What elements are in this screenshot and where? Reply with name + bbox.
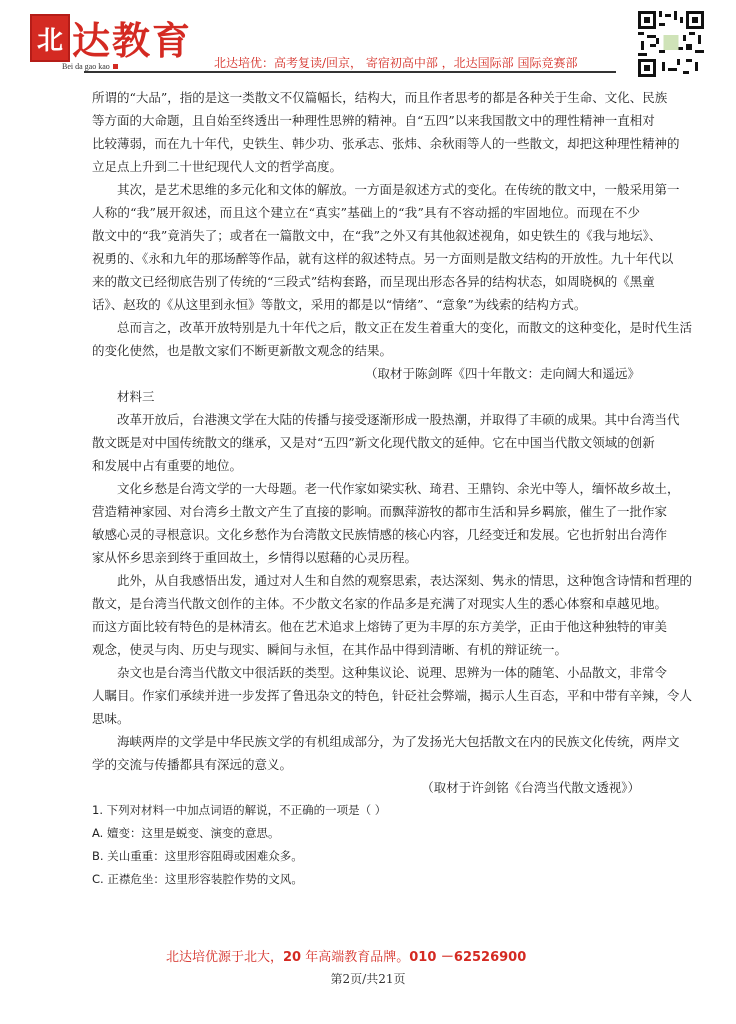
slogan-text-2: 年高端教育品牌。 xyxy=(301,950,410,965)
text-line: 而这方面比较有特色的是林清玄。他在艺术追求上熔铸了更为丰厚的东方美学，正由于他这种独特的审美 xyxy=(92,619,668,634)
logo-mark xyxy=(30,14,70,62)
text-line: 此外，从自我感悟出发，通过对人生和自然的观察思索，表达深刻、隽永的情思，这种饱含诗情和哲理的 xyxy=(117,573,693,588)
text-line: 散文，是台湾当代散文创作的主体。不少散文名家的作品多是充满了对现实人生的悉心体察和卓越见地。 xyxy=(92,596,668,611)
question-stem: 1. 下列对材料一中加点词语的解说，不正确的一项是（ ） xyxy=(92,803,387,817)
text-line: 等方面的大命题，且自始至终透出一种理性思辨的精神。自“五四”以来我国散文中的理性精神一直相对 xyxy=(92,113,655,128)
text-line: 所谓的“大品”，指的是这一类散文不仅篇幅长，结构大，而且作者思考的都是各种关于生命、文化、民族 xyxy=(92,90,668,105)
text-line: 学的交流与传播都具有深远的意义。 xyxy=(92,757,293,772)
text-line: 祝勇的、《永和九年的那场醉等作品，就有这样的叙述特点。另一方面则是散文结构的开放性。九十年代以 xyxy=(92,251,674,266)
logo-char: 北 xyxy=(36,25,63,56)
text-line: 立足点上升到二十世纪现代人文的哲学高度。 xyxy=(92,159,343,174)
text-line: 文化乡愁是台湾文学的一大母题。老一代作家如梁实秋、琦君、王鼎钧、余光中等人，缅怀故乡故土， xyxy=(117,481,680,496)
paragraph xyxy=(92,408,680,477)
text-line: 散文既是对中国传统散文的继承，又是对“五四”新文化现代散文的延伸。它在中国当代散文领域的创新 xyxy=(92,435,655,450)
qr-code-icon xyxy=(638,10,704,78)
answer-option: B. 关山重重：这里形容阻碍或困难众多。 xyxy=(92,849,303,863)
text-line: 人瞩目。作家们承续并进一步发挥了鲁迅杂文的特色，针砭社会弊端，揭示人生百态，平和中带有辛辣，令人 xyxy=(92,688,693,703)
footer-phone: 010 －62526900 xyxy=(409,950,527,965)
source-citation: （取材于许剑铭《台湾当代散文透视》） xyxy=(421,780,640,795)
answer-option: C. 正襟危坐：这里形容装腔作势的文风。 xyxy=(92,872,303,886)
text-line: 的变化使然，也是散文家们不断更新散文观念的结果。 xyxy=(92,343,393,358)
footer-slogan xyxy=(166,946,526,965)
logo-dot xyxy=(113,64,118,69)
text-line: 总而言之，改革开放特别是九十年代之后，散文正在发生着重大的变化，而散文的这种变化，是时代生活 xyxy=(117,320,693,335)
text-line: 海峡两岸的文学是中华民族文学的有机组成部分，为了发扬光大包括散文在内的民族文化传统，两岸文 xyxy=(117,734,680,749)
text-line: 其次，是艺术思维的多元化和文体的解放。一方面是叙述方式的变化。在传统的散文中，一般采用第一 xyxy=(117,182,680,197)
text-line: 思味。 xyxy=(92,711,130,726)
section-heading: 材料三 xyxy=(117,389,155,404)
text-line: 观念，使灵与肉、历史与现实、瞬间与永恒，在其作品中得到清晰、有机的辩证统一。 xyxy=(92,642,568,657)
text-line: 杂文也是台湾当代散文中很活跃的类型。这种集议论、说理、思辨为一体的随笔、小品散文，非常令 xyxy=(117,665,668,680)
text-line: 话》、赵玫的《从这里到永恒》等散文，采用的都是以“情绪”、“意象”为线索的结构方式。 xyxy=(92,297,587,312)
slogan-years: 20 xyxy=(283,950,302,965)
paragraph xyxy=(92,86,680,178)
paragraph xyxy=(92,316,693,362)
logo-pinyin: Bei da gao kao xyxy=(62,62,110,71)
paragraph xyxy=(92,730,680,776)
text-line: 家从怀乡思亲到终于重回故土，乡情得以慰藉的心灵历程。 xyxy=(92,550,418,565)
header-tagline: 北达培优：高考复读/回京， 寄宿初高中部 ，北达国际部 国际竞赛部 xyxy=(214,56,578,70)
text-line: 营造精神家园、对台湾乡土散文产生了直接的影响。而飘萍游牧的都市生活和异乡羁旅，催生了一批作家 xyxy=(92,504,668,519)
text-line: 敏感心灵的寻根意识。文化乡愁作为台湾散文民族情感的核心内容，几经变迁和发展。它也折射出台湾作 xyxy=(92,527,668,542)
text-line: 比较薄弱，而在九十年代，史铁生、韩少功、张承志、张炜、余秋雨等人的一些散文，却把这种理性精神的 xyxy=(92,136,680,151)
header-divider xyxy=(84,71,616,73)
paragraph xyxy=(92,178,680,316)
text-line: 来的散文已经彻底告别了传统的“三段式”结构套路，而呈现出形态各异的结构状态，如周晓枫的《黑童 xyxy=(92,274,655,289)
document-body xyxy=(92,86,693,891)
text-line: 和发展中占有重要的地位。 xyxy=(92,458,243,473)
logo-text: 达教育 xyxy=(72,18,193,63)
text-line: 散文中的“我”竟消失了；或者在一篇散文中，在“我”之外又有其他叙述视角，如史铁生的《我与地坛》、 xyxy=(92,228,662,243)
answer-option: A. 嬗变：这里是蜕变、演变的意思。 xyxy=(92,826,280,840)
paragraph xyxy=(92,569,693,661)
page-number: 第2页/共21页 xyxy=(330,972,406,986)
source-citation: （取材于陈剑晖《四十年散文：走向阔大和遥远》 xyxy=(364,366,640,381)
text-line: 人称的“我”展开叙述，而且这个建立在“真实”基础上的“我”具有不容动摇的牢固地位。而现在不少 xyxy=(92,205,640,220)
paragraph xyxy=(92,661,693,730)
paragraph xyxy=(92,477,680,569)
slogan-text: 北达培优源于北大， xyxy=(166,950,284,965)
text-line: 改革开放后，台港澳文学在大陆的传播与接受逐渐形成一股热潮，并取得了丰硕的成果。其中台湾当代 xyxy=(117,412,680,427)
